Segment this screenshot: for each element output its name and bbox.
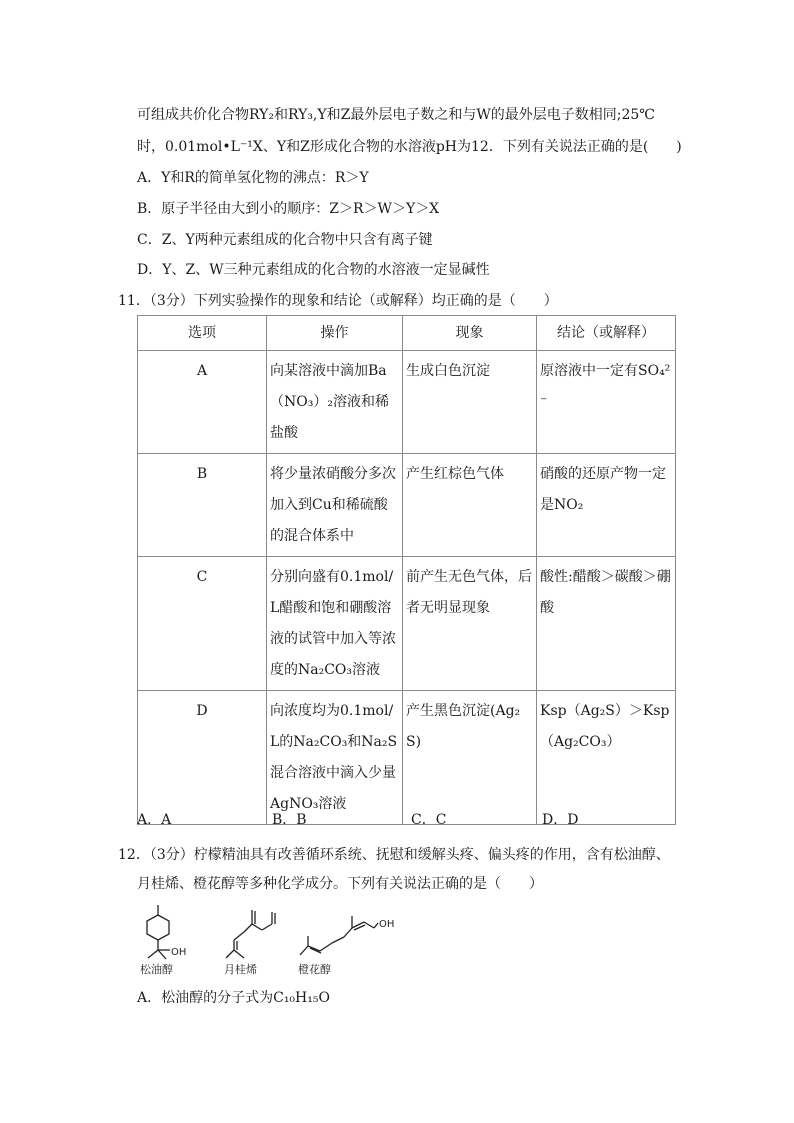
header-option: 选项 [138, 316, 267, 351]
caption-myrcene: 月桂烯 [224, 963, 257, 976]
header-conclusion: 结论（或解释） [537, 316, 676, 351]
table-header-row [138, 316, 676, 351]
row-phenomenon: 生成白色沉淀 [403, 351, 537, 454]
experiment-table [137, 315, 676, 825]
terpineol-structure [147, 905, 170, 959]
table-row [138, 454, 676, 557]
row-option: C [138, 557, 267, 691]
choice-c: C．C [411, 812, 447, 828]
terpineol-oh-label: OH [171, 947, 187, 958]
row-operation: 将少量浓硝酸分多次加入到Cu和稀硫酸的混合体系中 [267, 454, 403, 557]
geraniol-structure [300, 916, 378, 955]
choice-a: A．A [137, 812, 172, 828]
row-operation: 向浓度均为0.1mol/L的Na₂CO₃和Na₂S混合溶液中滴入少量AgNO₃溶液 [267, 691, 403, 825]
q10-line2: 时，0.01mol•L⁻¹X、Y和Z形成化合物的水溶液pH为12．下列有关说法正确的是( ) [137, 139, 682, 155]
choice-d: D．D [542, 812, 579, 828]
row-phenomenon: 前产生无色气体，后者无明显现象 [403, 557, 537, 691]
row-option: A [138, 351, 267, 454]
caption-geraniol: 橙花醇 [298, 963, 331, 976]
caption-terpineol: 松油醇 [140, 963, 173, 976]
row-operation: 向某溶液中滴加Ba（NO₃）₂溶液和稀盐酸 [267, 351, 403, 454]
row-operation: 分别向盛有0.1mol/L醋酸和饱和硼酸溶液的试管中加入等浓度的Na₂CO₃溶液 [267, 557, 403, 691]
row-conclusion: 硝酸的还原产物一定是NO₂ [537, 454, 676, 557]
q12-option-a: A．松油醇的分子式为C₁₀H₁₅O [137, 990, 330, 1006]
row-phenomenon: 产生红棕色气体 [403, 454, 537, 557]
q12-stem-line2: 月桂烯、橙花醇等多种化学成分。下列有关说法正确的是（ ） [137, 876, 543, 892]
row-conclusion: Ksp（Ag₂S）＞Ksp（Ag₂CO₃） [537, 691, 676, 825]
q10-option-d: D．Y、Z、W三种元素组成的化合物的水溶液一定显碱性 [137, 262, 490, 278]
q10-line1: 可组成共价化合物RY₂和RY₃,Y和Z最外层电子数之和与W的最外层电子数相同;25℃ [137, 107, 655, 123]
q11-stem: 11．（3分）下列实验操作的现象和结论（或解释）均正确的是（ ） [118, 293, 558, 309]
header-operation: 操作 [267, 316, 403, 351]
table-row [138, 351, 676, 454]
table-row [138, 557, 676, 691]
q10-option-b: B．原子半径由大到小的顺序：Z＞R＞W＞Y＞X [137, 201, 440, 217]
geraniol-oh-label: OH [379, 919, 395, 930]
choice-b: B．B [272, 812, 307, 828]
row-conclusion: 酸性:醋酸＞碳酸＞硼酸 [537, 557, 676, 691]
table-row [138, 691, 676, 825]
molecule-structures [138, 903, 395, 980]
header-phenomenon: 现象 [403, 316, 537, 351]
row-option: D [138, 691, 267, 825]
myrcene-structure [226, 910, 275, 958]
q10-option-c: C．Z、Y两种元素组成的化合物中只含有离子键 [137, 232, 433, 248]
q12-stem-line1: 12．（3分）柠檬精油具有改善循环系统、抚慰和缓解头疼、偏头疼的作用，含有松油醇、 [118, 847, 670, 863]
row-conclusion: 原溶液中一定有SO₄²⁻ [537, 351, 676, 454]
row-phenomenon: 产生黑色沉淀(Ag₂S) [403, 691, 537, 825]
q10-option-a: A．Y和R的简单氢化物的沸点：R＞Y [137, 170, 369, 186]
row-option: B [138, 454, 267, 557]
molecule-structures-svg [138, 903, 395, 963]
